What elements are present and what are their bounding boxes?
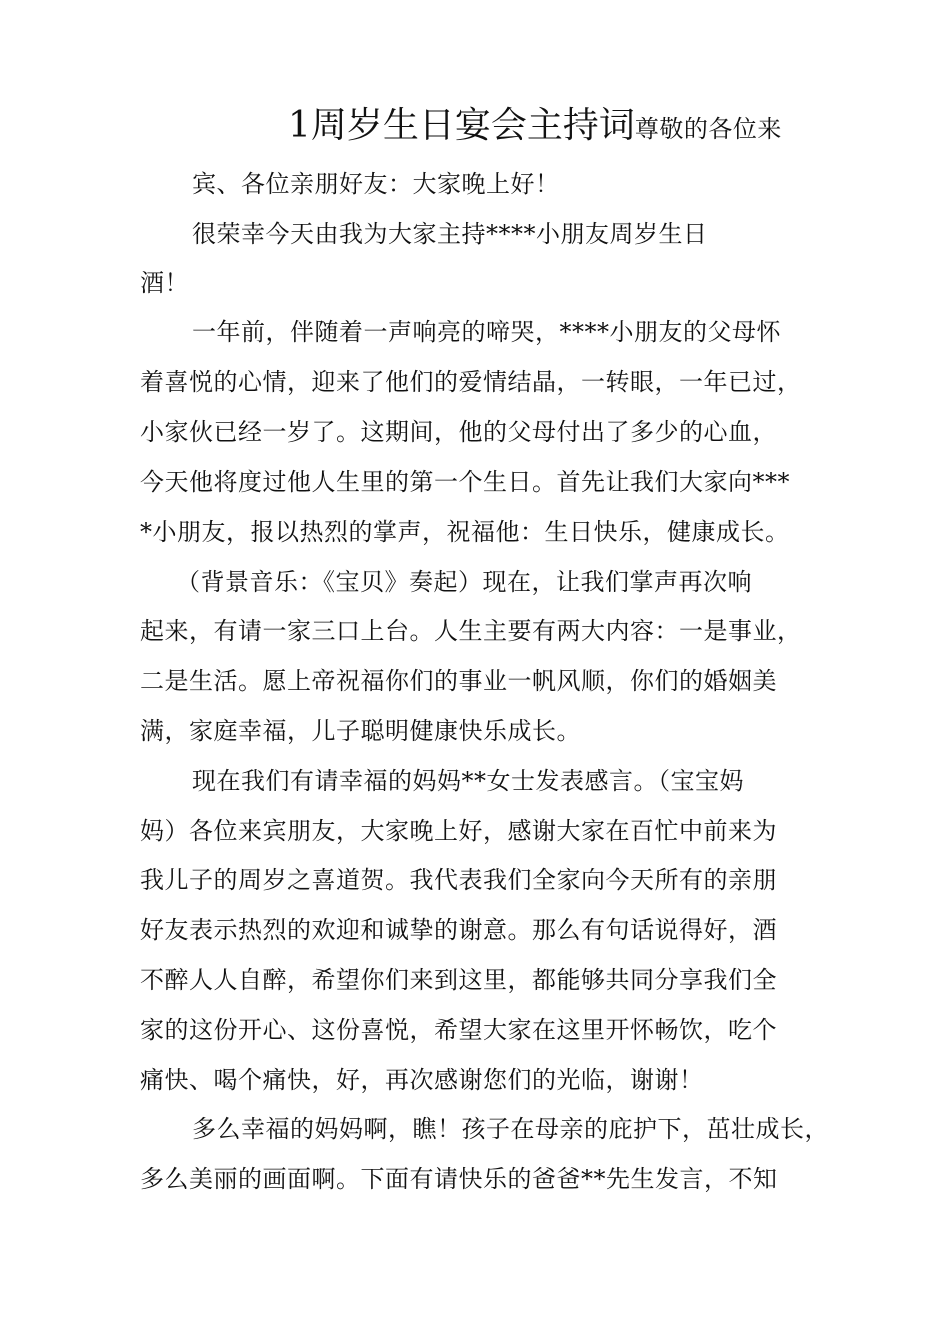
text-line: 妈）各位来宾朋友，大家晚上好，感谢大家在百忙中前来为 <box>140 817 777 845</box>
document-title: 1周岁生日宴会主持词 <box>288 105 635 146</box>
text-line: 痛快、喝个痛快，好，再次感谢您们的光临，谢谢！ <box>140 1066 704 1094</box>
text-line: （背景音乐：《宝贝》奏起）现在，让我们掌声再次响 <box>176 568 752 596</box>
text-line: 很荣幸今天由我为大家主持****小朋友周岁生日 <box>192 220 708 248</box>
title-continuation-text: 尊敬的各位来 <box>634 115 782 143</box>
text-line: 今天他将度过他人生里的第一个生日。首先让我们大家向*** <box>140 468 790 496</box>
text-line: 小家伙已经一岁了。这期间，他的父母付出了多少的心血， <box>140 418 777 446</box>
text-line: 家的这份开心、这份喜悦，希望大家在这里开怀畅饮，吃个 <box>140 1016 777 1044</box>
text-line: 满，家庭幸福，儿子聪明健康快乐成长。 <box>140 717 581 745</box>
text-line: 宾、各位亲朋好友：大家晚上好！ <box>192 170 560 198</box>
text-line: 着喜悦的心情，迎来了他们的爱情结晶，一转眼，一年已过， <box>140 368 802 396</box>
text-line: 多么幸福的妈妈啊，瞧！孩子在母亲的庇护下，茁壮成长， <box>192 1115 829 1143</box>
text-line: 现在我们有请幸福的妈妈**女士发表感言。（宝宝妈 <box>192 767 744 795</box>
title-row <box>288 104 782 151</box>
text-line: *小朋友，报以热烈的掌声，祝福他：生日快乐，健康成长。 <box>140 518 790 546</box>
text-line: 起来，有请一家三口上台。人生主要有两大内容：一是事业， <box>140 617 802 645</box>
text-line: 酒！ <box>140 269 189 297</box>
text-line: 不醉人人自醉，希望你们来到这里，都能够共同分享我们全 <box>140 966 777 994</box>
text-line: 多么美丽的画面啊。下面有请快乐的爸爸**先生发言，不知 <box>140 1165 778 1193</box>
text-line: 我儿子的周岁之喜道贺。我代表我们全家向今天所有的亲朋 <box>140 866 777 894</box>
text-line: 一年前，伴随着一声响亮的啼哭，****小朋友的父母怀 <box>192 318 781 346</box>
text-line: 二是生活。愿上帝祝福你们的事业一帆风顺，你们的婚姻美 <box>140 667 777 695</box>
text-line: 好友表示热烈的欢迎和诚挚的谢意。那么有句话说得好，酒 <box>140 916 777 944</box>
